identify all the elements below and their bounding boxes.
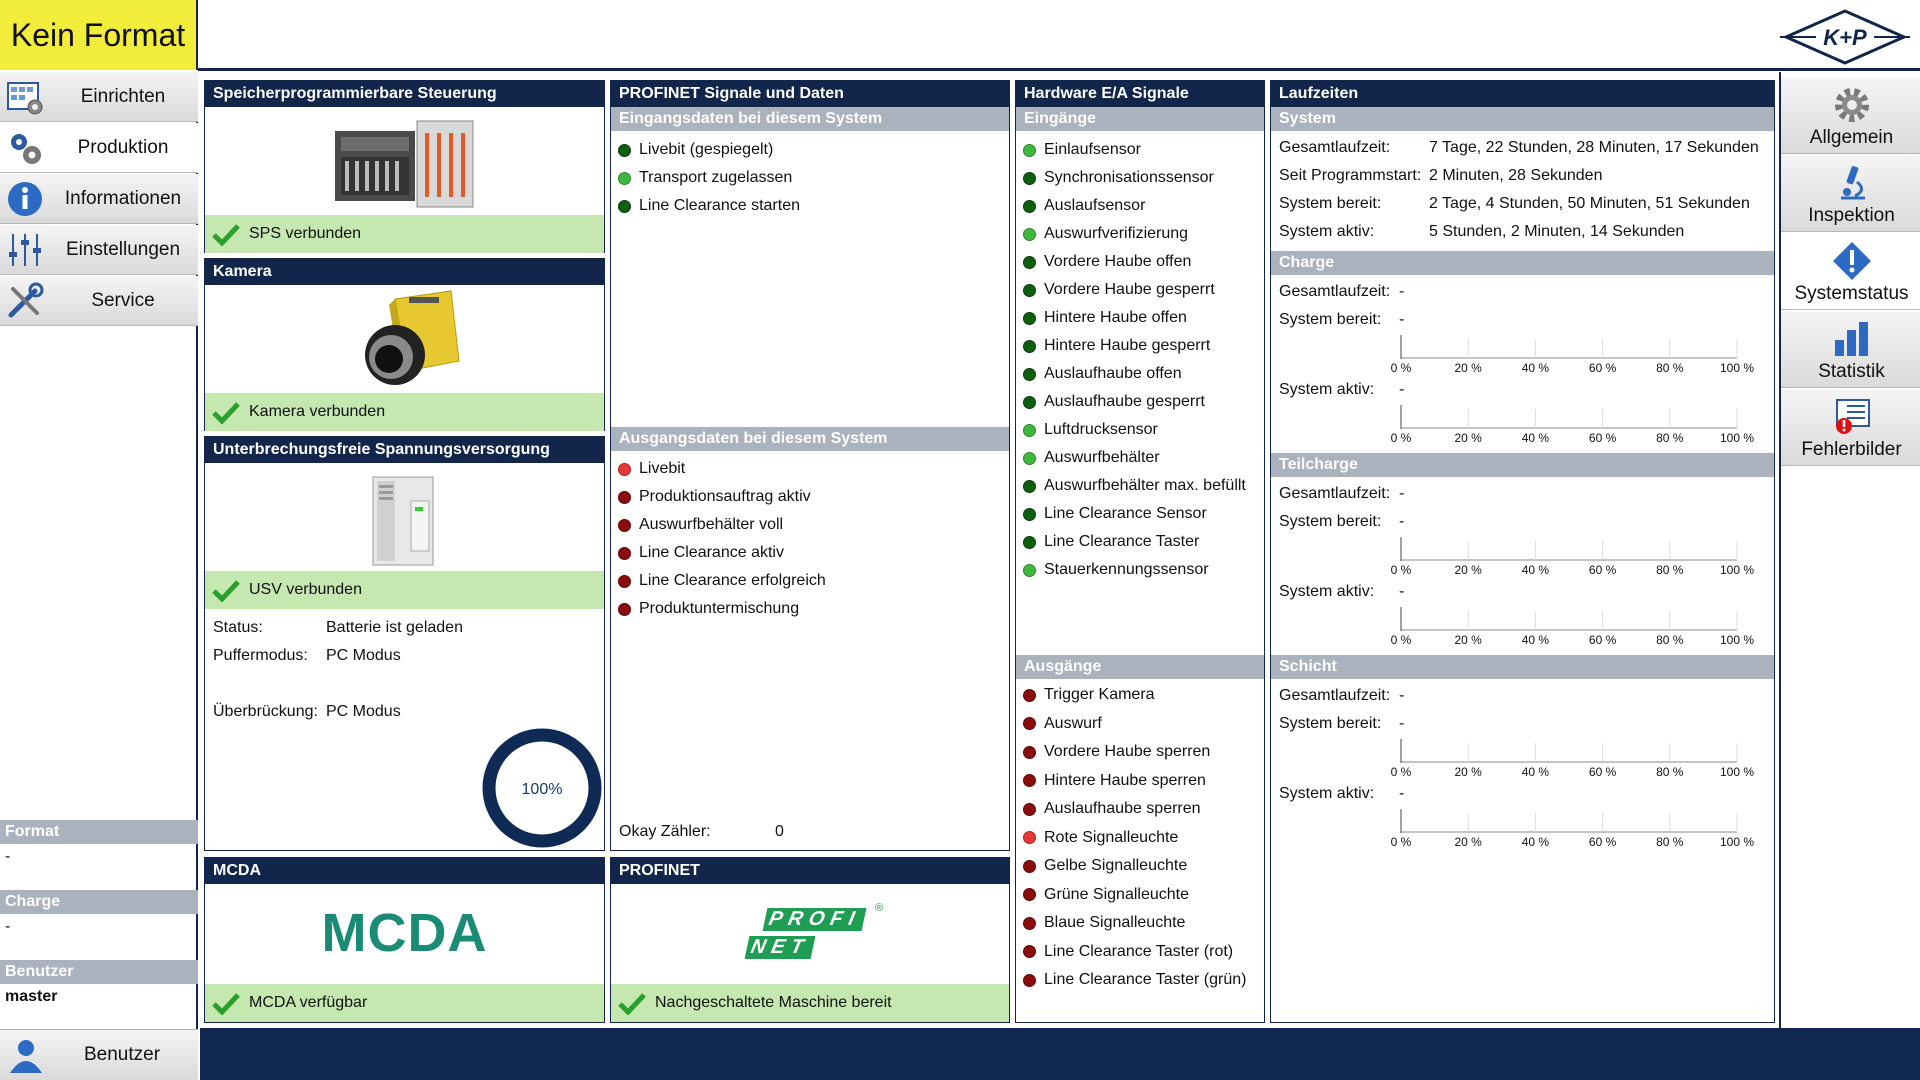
scale-tick-label: 20 %: [1454, 563, 1482, 577]
active-scale: [1390, 809, 1757, 853]
scale-tick-label: 20 %: [1454, 765, 1482, 779]
warning-diamond-icon: [1831, 239, 1873, 283]
profinet-signals-title: PROFINET Signale und Daten: [611, 81, 1009, 107]
status-led-icon: [1023, 945, 1036, 958]
sliders-icon: [2, 227, 48, 273]
status-led-icon: [1023, 564, 1036, 577]
error-images-icon: [1831, 395, 1873, 439]
signal-label: Auswurfbehälter voll: [639, 516, 784, 533]
signal-row: [618, 486, 811, 508]
scale-tick-label: 20 %: [1454, 361, 1482, 375]
signal-label: Grüne Signalleuchte: [1044, 885, 1189, 903]
tab-inspektion[interactable]: [1781, 156, 1920, 232]
hardware-signals-panel: [1015, 80, 1265, 1023]
scale-axis: [1397, 809, 1757, 835]
status-led-icon: [1023, 452, 1036, 465]
camera-title: Kamera: [205, 259, 604, 285]
gears-icon: [2, 125, 48, 171]
system-since-start-label: Seit Programmstart:: [1279, 167, 1422, 184]
status-led-icon: [1023, 256, 1036, 269]
signal-label: Livebit (gespiegelt): [639, 141, 774, 158]
user-value: master: [5, 988, 58, 1005]
signal-label: Auslaufhaube gesperrt: [1044, 393, 1205, 410]
signal-row: [618, 195, 800, 217]
total-runtime-value: -: [1399, 485, 1405, 502]
signal-row: [1023, 335, 1210, 357]
signal-row: [618, 598, 799, 620]
signal-row: [1023, 855, 1187, 877]
signal-row: [1023, 279, 1215, 301]
signal-row: [1023, 167, 1214, 189]
signal-row: [618, 542, 784, 564]
system-total-value: 7 Tage, 22 Stunden, 28 Minuten, 17 Sekunden: [1429, 139, 1759, 156]
scale-tick-label: 100 %: [1719, 765, 1755, 779]
svg-text:K+P: K+P: [1823, 25, 1867, 50]
scale-tick-label: 40 %: [1521, 633, 1550, 647]
tab-label: Allgemein: [1809, 127, 1894, 148]
tab-label: Inspektion: [1808, 205, 1895, 226]
usv-title: Unterbrechungsfreie Spannungsversorgung: [205, 437, 604, 463]
signal-row: [1023, 827, 1178, 849]
profinet-panel: [610, 857, 1010, 1023]
status-led-icon: [1023, 803, 1036, 816]
signal-label: Einlaufsensor: [1044, 141, 1141, 158]
status-led-icon: [1023, 536, 1036, 549]
ready-value: -: [1399, 513, 1405, 530]
profinet-signals-panel: [610, 80, 1010, 851]
hardware-title: Hardware E/A Signale: [1016, 81, 1264, 107]
signal-label: Hintere Haube gesperrt: [1044, 337, 1211, 354]
scale-tick-label: 60 %: [1588, 765, 1617, 779]
nav-produktion-button[interactable]: [0, 123, 198, 173]
status-led-icon: [1023, 689, 1036, 702]
scale-tick-label: 80 %: [1656, 835, 1684, 849]
status-led-icon: [1023, 717, 1036, 730]
mcda-title: MCDA: [205, 858, 604, 884]
status-led-icon: [618, 200, 631, 213]
gear-icon: [1831, 83, 1873, 127]
signal-label: Line Clearance starten: [639, 197, 800, 214]
scale-tick-label: 60 %: [1588, 835, 1617, 849]
scale-tick-label: 40 %: [1521, 431, 1550, 445]
scale-tick-label: 100 %: [1719, 633, 1755, 647]
setup-icon: [2, 74, 48, 120]
scale-tick-label: 60 %: [1588, 633, 1617, 647]
scale-tick-label: 60 %: [1588, 563, 1617, 577]
ready-scale: [1390, 537, 1757, 581]
hardware-inputs-title: Eingänge: [1016, 107, 1264, 131]
mcda-status: MCDA verfügbar: [249, 994, 368, 1011]
signal-row: [1023, 307, 1187, 329]
nav-einrichten-button[interactable]: [0, 72, 198, 122]
status-led-icon: [618, 172, 631, 185]
signal-label: Auswurfbehälter max. befüllt: [1044, 477, 1246, 494]
signal-label: Synchronisationssensor: [1044, 169, 1214, 186]
scale-tick-label: 0 %: [1390, 563, 1412, 577]
signal-label: Auswurfbehälter: [1044, 449, 1160, 466]
camera-status-bar: [205, 393, 604, 431]
camera-status: Kamera verbunden: [249, 403, 386, 420]
ready-label: System bereit:: [1279, 715, 1382, 732]
signal-row: [1023, 969, 1246, 991]
status-led-icon: [618, 491, 631, 504]
total-runtime-label: Gesamtlaufzeit:: [1279, 485, 1391, 502]
usv-panel: [204, 436, 605, 851]
scale-axis: [1397, 739, 1757, 765]
signal-label: Hintere Haube offen: [1044, 309, 1187, 326]
scale-tick-label: 40 %: [1521, 835, 1550, 849]
nav-label: Informationen: [64, 187, 182, 209]
signal-label: Produktionsauftrag aktiv: [639, 488, 811, 505]
scale-tick-label: 60 %: [1588, 361, 1617, 375]
microscope-icon: [1831, 161, 1873, 205]
check-icon: [617, 991, 647, 1015]
sps-panel: [204, 80, 605, 253]
signal-row: [618, 139, 773, 161]
signal-row: [1023, 798, 1201, 820]
section-title: Teilcharge: [1271, 453, 1774, 477]
signal-label: Line Clearance erfolgreich: [639, 572, 826, 589]
nav-service-button[interactable]: [0, 276, 198, 326]
signal-label: Livebit: [639, 460, 686, 477]
signal-row: [1023, 391, 1205, 413]
ready-value: -: [1399, 715, 1405, 732]
signal-row: [1023, 503, 1207, 525]
status-led-icon: [1023, 746, 1036, 759]
signal-label: Transport zugelassen: [639, 169, 793, 186]
bar-chart-icon: [1831, 317, 1873, 361]
signal-label: Line Clearance Sensor: [1044, 505, 1207, 522]
signal-label: Auslaufhaube sperren: [1044, 800, 1201, 817]
status-led-icon: [1023, 888, 1036, 901]
scale-tick-label: 20 %: [1454, 633, 1482, 647]
signal-row: [1023, 684, 1155, 706]
profinet-logo: PROFI NET ®: [737, 908, 887, 968]
mcda-logo: MCDA: [321, 903, 488, 963]
status-led-icon: [1023, 396, 1036, 409]
ready-label: System bereit:: [1279, 311, 1382, 328]
active-scale: [1390, 405, 1757, 449]
charge-value: -: [5, 918, 11, 935]
total-runtime-label: Gesamtlaufzeit:: [1279, 687, 1391, 704]
signal-row: [1023, 419, 1158, 441]
scale-tick-label: 60 %: [1588, 431, 1617, 445]
nav-label: Produktion: [77, 136, 169, 158]
battery-gauge: [481, 727, 603, 849]
status-led-icon: [618, 144, 631, 157]
scale-axis: [1397, 607, 1757, 633]
scale-axis: [1397, 335, 1757, 361]
tab-allgemein[interactable]: [1781, 78, 1920, 154]
nav-label: Einrichten: [80, 85, 166, 107]
signal-row: [1023, 884, 1189, 906]
runtimes-panel: [1270, 80, 1775, 1023]
tab-label: Systemstatus: [1794, 283, 1909, 304]
tab-systemstatus[interactable]: [1781, 234, 1920, 310]
scale-tick-label: 80 %: [1656, 431, 1684, 445]
signal-row: [1023, 475, 1246, 497]
okay-counter-value: 0: [775, 823, 784, 840]
system-ready-label: System bereit:: [1279, 195, 1382, 212]
status-led-icon: [618, 519, 631, 532]
status-led-icon: [1023, 200, 1036, 213]
runtimes-title: Laufzeiten: [1271, 81, 1774, 107]
mcda-status-bar: [205, 984, 604, 1022]
status-led-icon: [1023, 860, 1036, 873]
signal-label: Gelbe Signalleuchte: [1044, 857, 1188, 874]
signal-label: Auslaufsensor: [1044, 197, 1146, 214]
total-runtime-value: -: [1399, 687, 1405, 704]
scale-tick-label: 80 %: [1656, 361, 1684, 375]
scale-tick-label: 20 %: [1454, 835, 1482, 849]
scale-tick-label: 0 %: [1390, 633, 1412, 647]
signal-row: [618, 458, 685, 480]
ready-scale: [1390, 739, 1757, 783]
signal-row: [618, 514, 783, 536]
nav-einstellungen-button[interactable]: [0, 225, 198, 275]
battery-percent-text: 100%: [521, 781, 563, 798]
status-led-icon: [1023, 172, 1036, 185]
nav-informationen-button[interactable]: [0, 174, 198, 224]
format-title: Kein Format: [0, 0, 198, 70]
right-navigation: [1779, 72, 1920, 1028]
usv-bridge-value: PC Modus: [326, 703, 401, 720]
signal-label: Blaue Signalleuchte: [1044, 914, 1186, 931]
left-navigation: [0, 72, 198, 1080]
okay-counter-label: Okay Zähler:: [619, 823, 711, 840]
sps-status: SPS verbunden: [249, 225, 362, 242]
top-divider: [198, 68, 1920, 71]
signal-label: Rote Signalleuchte: [1044, 828, 1179, 846]
tab-fehlerbilder[interactable]: [1781, 390, 1920, 466]
format-label: Format: [0, 820, 198, 844]
signal-label: Trigger Kamera: [1044, 686, 1155, 703]
signal-label: Stauerkennungssensor: [1044, 561, 1209, 578]
hardware-outputs-title: Ausgänge: [1016, 655, 1264, 679]
usv-status-bar: [205, 571, 604, 609]
usv-bridge-label: Überbrückung:: [213, 703, 318, 720]
status-led-icon: [1023, 508, 1036, 521]
signal-row: [1023, 195, 1145, 217]
signal-label: Vordere Haube offen: [1044, 253, 1192, 270]
profinet-panel-title: PROFINET: [611, 858, 1009, 884]
scale-tick-label: 0 %: [1390, 431, 1412, 445]
scale-tick-label: 0 %: [1390, 765, 1412, 779]
total-runtime-value: -: [1399, 283, 1405, 300]
status-led-icon: [1023, 284, 1036, 297]
system-since-start-value: 2 Minuten, 28 Sekunden: [1429, 167, 1603, 184]
user-icon: [6, 1035, 46, 1075]
status-led-icon: [1023, 424, 1036, 437]
scale-tick-label: 20 %: [1454, 431, 1482, 445]
scale-tick-label: 80 %: [1656, 563, 1684, 577]
user-button-label: Benutzer: [83, 1044, 161, 1065]
signal-row: [1023, 559, 1209, 581]
total-runtime-label: Gesamtlaufzeit:: [1279, 283, 1391, 300]
status-led-icon: [618, 603, 631, 616]
section-title: Charge: [1271, 251, 1774, 275]
camera-panel: [204, 258, 605, 431]
tab-label: Fehlerbilder: [1801, 439, 1902, 460]
scale-tick-label: 40 %: [1521, 765, 1550, 779]
signal-row: [1023, 363, 1182, 385]
check-icon: [211, 991, 241, 1015]
check-icon: [211, 578, 241, 602]
signal-label: Auswurf: [1044, 714, 1102, 732]
scale-tick-label: 100 %: [1719, 563, 1755, 577]
scale-axis: [1397, 405, 1757, 431]
status-led-icon: [1023, 974, 1036, 987]
ready-value: -: [1399, 311, 1405, 328]
usv-status-value: Batterie ist geladen: [326, 619, 463, 636]
scale-axis: [1397, 537, 1757, 563]
status-led-icon: [1023, 831, 1036, 844]
bottom-bar: [200, 1028, 1920, 1080]
ready-label: System bereit:: [1279, 513, 1382, 530]
active-label: System aktiv:: [1279, 583, 1375, 600]
scale-tick-label: 80 %: [1656, 765, 1684, 779]
usv-status-label: Status:: [213, 619, 263, 636]
system-section-title: System: [1271, 107, 1774, 131]
status-led-icon: [1023, 340, 1036, 353]
status-led-icon: [1023, 368, 1036, 381]
scale-tick-label: 0 %: [1390, 835, 1412, 849]
signal-row: [1023, 713, 1102, 735]
tab-statistik[interactable]: [1781, 312, 1920, 388]
active-label: System aktiv:: [1279, 785, 1375, 802]
signal-label: Line Clearance aktiv: [639, 544, 784, 561]
signal-label: Vordere Haube sperren: [1044, 743, 1211, 760]
profinet-status: Nachgeschaltete Maschine bereit: [655, 994, 892, 1011]
status-led-icon: [1023, 917, 1036, 930]
plc-image: [331, 115, 479, 213]
signal-row: [1023, 139, 1141, 161]
active-scale: [1390, 607, 1757, 651]
signal-row: [1023, 941, 1233, 963]
nav-label: Service: [91, 289, 155, 311]
status-led-icon: [1023, 144, 1036, 157]
scale-tick-label: 80 %: [1656, 633, 1684, 647]
profinet-inputs-title: Eingangsdaten bei diesem System: [611, 107, 1009, 131]
scale-tick-label: 100 %: [1719, 361, 1755, 375]
active-value: -: [1399, 381, 1405, 398]
signal-label: Luftdrucksensor: [1044, 421, 1158, 438]
scale-tick-label: 100 %: [1719, 431, 1755, 445]
status-led-icon: [1023, 480, 1036, 493]
user-button[interactable]: [0, 1029, 198, 1080]
signal-label: Line Clearance Taster (grün): [1044, 971, 1247, 988]
status-led-icon: [618, 547, 631, 560]
system-active-value: 5 Stunden, 2 Minuten, 14 Sekunden: [1429, 223, 1685, 240]
sps-title: Speicherprogrammierbare Steuerung: [205, 81, 604, 107]
signal-row: [618, 570, 826, 592]
check-icon: [211, 222, 241, 246]
signal-label: Hintere Haube sperren: [1044, 771, 1206, 789]
status-led-icon: [1023, 312, 1036, 325]
signal-row: [1023, 531, 1199, 553]
signal-row: [1023, 447, 1160, 469]
signal-label: Auslaufhaube offen: [1044, 365, 1182, 382]
signal-label: Line Clearance Taster (rot): [1044, 942, 1234, 960]
charge-label: Charge: [0, 890, 198, 914]
status-led-icon: [1023, 228, 1036, 241]
status-led-icon: [618, 463, 631, 476]
camera-image: [355, 289, 465, 393]
signal-label: Line Clearance Taster: [1044, 533, 1200, 550]
profinet-outputs-title: Ausgangsdaten bei diesem System: [611, 427, 1009, 451]
ups-image: [367, 471, 439, 571]
nav-label: Einstellungen: [65, 238, 181, 260]
system-ready-value: 2 Tage, 4 Stunden, 50 Minuten, 51 Sekunden: [1429, 195, 1750, 212]
info-icon: [2, 176, 48, 222]
scale-tick-label: 40 %: [1521, 563, 1550, 577]
signal-label: Produktuntermischung: [639, 600, 800, 617]
signal-row: [1023, 251, 1191, 273]
format-value: -: [5, 848, 11, 865]
signal-label: Auswurfverifizierung: [1044, 225, 1189, 242]
signal-label: Vordere Haube gesperrt: [1044, 281, 1215, 298]
signal-row: [1023, 912, 1185, 934]
check-icon: [211, 400, 241, 424]
usv-status: USV verbunden: [249, 581, 362, 598]
kp-logo: [1780, 8, 1910, 66]
user-label: Benutzer: [0, 960, 198, 984]
section-title: Schicht: [1271, 655, 1774, 679]
signal-row: [618, 167, 792, 189]
status-led-icon: [1023, 774, 1036, 787]
mcda-panel: [204, 857, 605, 1023]
scale-tick-label: 40 %: [1521, 361, 1550, 375]
profinet-status-bar: [611, 984, 1009, 1022]
active-label: System aktiv:: [1279, 381, 1375, 398]
active-value: -: [1399, 583, 1405, 600]
sps-status-bar: [205, 215, 604, 253]
signal-row: [1023, 741, 1210, 763]
ready-scale: [1390, 335, 1757, 379]
active-value: -: [1399, 785, 1405, 802]
signal-row: [1023, 223, 1188, 245]
usv-puffer-value: PC Modus: [326, 647, 401, 664]
usv-puffer-label: Puffermodus:: [213, 647, 308, 664]
tab-label: Statistik: [1818, 361, 1885, 382]
system-active-label: System aktiv:: [1279, 223, 1375, 240]
scale-tick-label: 100 %: [1719, 835, 1755, 849]
tools-icon: [2, 278, 48, 324]
status-led-icon: [618, 575, 631, 588]
signal-row: [1023, 770, 1206, 792]
scale-tick-label: 0 %: [1390, 361, 1412, 375]
system-total-label: Gesamtlaufzeit:: [1279, 139, 1391, 156]
